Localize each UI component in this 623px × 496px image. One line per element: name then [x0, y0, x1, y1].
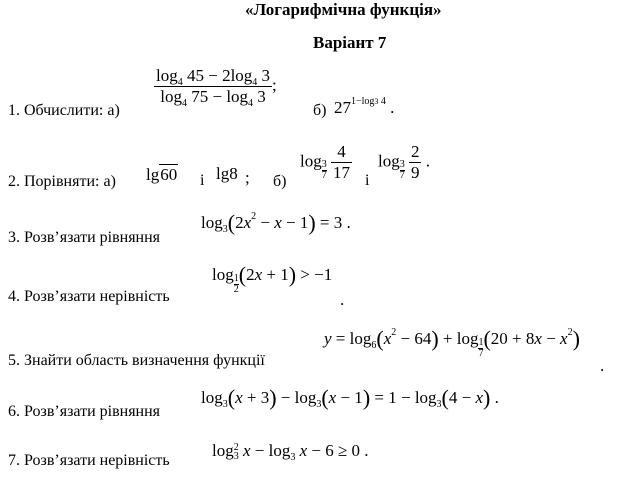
task-5-period: .: [600, 356, 605, 375]
task-2a-semicolon: ;: [245, 168, 250, 187]
task-4-label: 4. Розв’язати нерівність: [8, 288, 170, 305]
task-3-label: 3. Розв’язати рівняння: [8, 229, 161, 246]
task-2-label: 2. Порівняти: а): [8, 173, 116, 190]
page-title: «Логарифмічна функція»: [245, 0, 442, 19]
task-7-inequality: log 2 3 $x - \log_3 x - 6 \ge 0$ .: [212, 441, 369, 463]
variant-title: Варіант 7: [313, 33, 387, 52]
task-2b-and: і: [365, 172, 370, 189]
task-1b-label: б): [313, 102, 327, 119]
task-6-label: 6. Розв’язати рівняння: [8, 403, 161, 420]
task-6-equation: $\log_3(x + 3) - \log_3(x - 1) = 1 - \log_3(4 - x)$ .: [201, 385, 499, 410]
task-2a-expression-1: lg60: [146, 165, 178, 184]
task-2b-label: б): [273, 173, 287, 190]
task-4-period: .: [340, 290, 345, 309]
task-2a-expression-2: lg8: [216, 164, 238, 183]
task-3-equation: $\log_3(2x^2 - x - 1) = 3$ .: [201, 210, 351, 235]
task-1a-expression: $\frac{\log_4 45 - 2\log_4 3}{\log_4 75 - \log_4 3}$ ;: [156, 66, 277, 109]
task-7-label: 7. Розв’язати нерівність: [8, 452, 170, 469]
task-1b-expression: $27^{1-log3 4}$ .: [334, 96, 395, 117]
task-4-inequality: log $\frac{1}{2}$ (2x + 1) > −1: [212, 262, 333, 295]
task-2b-expression-1: log $\frac{3}{7}$ $\frac{4}{17}$: [300, 142, 350, 182]
task-5-function: $y = \log_6(x^2 - 64) + \log$ $\frac{1}{7}$ $(20 + 8x - x^2)$: [324, 326, 580, 359]
task-1-label: 1. Обчислити: а): [8, 102, 120, 119]
task-2a-and: і: [200, 172, 205, 189]
task-2b-expression-2: log $\frac{3}{7}$ $\frac{2}{9}$ .: [378, 142, 430, 182]
task-5-label: 5. Знайти область визначення функції: [8, 352, 265, 369]
